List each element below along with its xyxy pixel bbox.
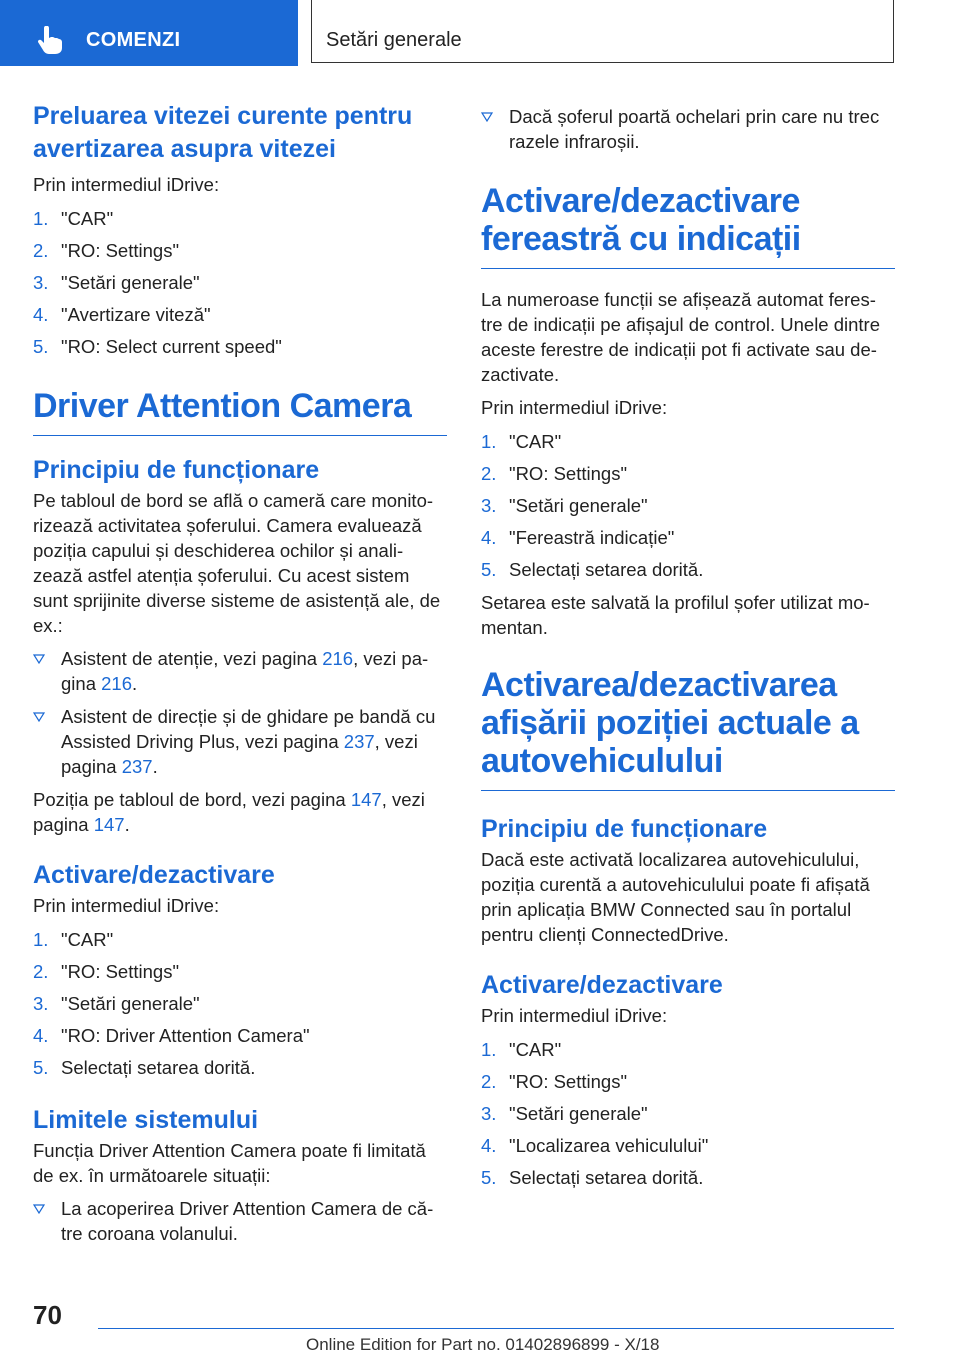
speed-steps: [33, 203, 447, 363]
list-item: La acoperirea Driver Attention Camera de că-tre coroana volanului.: [33, 1196, 447, 1246]
left-column: [33, 100, 447, 1246]
chapter-tab[interactable]: [0, 0, 298, 66]
speed-heading: Preluarea vitezei curente pentru avertizarea asupra vitezei: [33, 102, 413, 163]
window-steps: [481, 426, 895, 586]
triangle-bullet-icon: [33, 712, 45, 722]
list-item: 2. "RO: Settings": [33, 961, 180, 982]
page-link[interactable]: 147: [350, 789, 382, 810]
list-item: 3. "Setări generale": [33, 993, 200, 1014]
dac-limits-bullets: [33, 1196, 447, 1246]
dac-principle-text: Pe tabloul de bord se află o cameră care monito-rizează activitatea șoferului. Camera evaluează poziția capului și deschiderea ochilor și anali-zează astfel atenția șoferului. Cu acest sistem sunt sprijinite diverse sisteme de asistență ale, de ex.:: [33, 490, 441, 636]
location-activate-intro: Prin intermediul iDrive:: [481, 1005, 668, 1026]
list-item: 3. "Setări generale": [33, 272, 200, 293]
window-title: Activare/dezactivare fereastră cu indicații: [481, 182, 895, 269]
page-header: [0, 0, 960, 66]
list-item: 1. "CAR": [481, 1039, 562, 1060]
list-item: 1. "CAR": [33, 929, 114, 950]
triangle-bullet-icon: [33, 654, 45, 664]
list-item: Dacă șoferul poartă ochelari prin care nu trec razele infraroșii.: [481, 104, 895, 154]
dac-limits-text: Funcția Driver Attention Camera poate fi limitată de ex. în următoarele situații:: [33, 1140, 426, 1186]
speed-intro: Prin intermediul iDrive:: [33, 174, 220, 195]
limits-bullets-cont: [481, 104, 895, 154]
list-item: 2. "RO: Settings": [33, 240, 180, 261]
list-item: 4. "Fereastră indicație": [481, 527, 675, 548]
location-principle-heading: Principiu de funcționare: [481, 815, 768, 843]
page-link[interactable]: 147: [93, 814, 125, 835]
dac-activate-heading: Activare/dezactivare: [33, 861, 275, 889]
location-title: Activarea/dezactivarea afișării poziției actuale a autovehiculului: [481, 666, 895, 791]
triangle-bullet-icon: [33, 1204, 45, 1214]
list-item: Asistent de direcție și de ghidare pe bandă cu Assisted Driving Plus, vezi pagina 237, vezi pagina 237.: [33, 704, 447, 779]
dac-limits-heading: Limitele sistemului: [33, 1106, 259, 1134]
list-item: 1. "CAR": [481, 431, 562, 452]
dac-position-text: Poziția pe tabloul de bord, vezi pagina 147, vezi pagina 147.: [33, 789, 425, 835]
window-note: Setarea este salvată la profilul șofer utilizat mo-mentan.: [481, 592, 870, 638]
hand-pointer-icon: [38, 26, 64, 54]
page-link[interactable]: 237: [121, 756, 153, 777]
list-item: 4. "RO: Driver Attention Camera": [33, 1025, 310, 1046]
page-link[interactable]: 237: [343, 731, 375, 752]
list-item: 4. "Localizarea vehiculului": [481, 1135, 709, 1156]
list-item: 5. "RO: Select current speed": [33, 336, 282, 357]
location-principle-text: Dacă este activată localizarea autovehiculului, poziția curentă a autovehiculului poate fi afișată prin aplicația BMW Connected sau în portalul pentru clienți ConnectedDrive.: [481, 849, 870, 945]
footer-edition: Online Edition for Part no. 01402896899 - X/18: [306, 1335, 660, 1354]
list-item: 3. "Setări generale": [481, 495, 648, 516]
list-item: 1. "CAR": [33, 208, 114, 229]
dac-activate-intro: Prin intermediul iDrive:: [33, 895, 220, 916]
dac-activate-steps: [33, 924, 447, 1084]
page-link[interactable]: 216: [322, 648, 354, 669]
dac-principle-heading: Principiu de funcționare: [33, 456, 320, 484]
list-item: 2. "RO: Settings": [481, 1071, 628, 1092]
right-column: [481, 104, 895, 1194]
list-item: 4. "Avertizare viteză": [33, 304, 211, 325]
list-item: 5. Selectați setarea dorită.: [33, 1057, 256, 1078]
section-label: Setări generale: [326, 29, 462, 51]
chapter-label: COMENZI: [86, 29, 181, 51]
list-item: 5. Selectați setarea dorită.: [481, 559, 704, 580]
window-intro: Prin intermediul iDrive:: [481, 397, 668, 418]
page-number: 70: [33, 1300, 62, 1330]
list-item: 2. "RO: Settings": [481, 463, 628, 484]
window-text: La numeroase funcții se afișează automat feres-tre de indicații pe afișajul de control. Unele dintre aceste ferestre de indicații pot fi activate sau de-zactivate.: [481, 289, 881, 385]
page-link[interactable]: 216: [101, 673, 132, 694]
location-activate-heading: Activare/dezactivare: [481, 971, 723, 999]
dac-title: Driver Attention Camera: [33, 387, 447, 436]
list-item: Asistent de atenție, vezi pagina 216, vezi pa-gina 216.: [33, 646, 447, 696]
footer-divider: [98, 1328, 894, 1329]
list-item: 3. "Setări generale": [481, 1103, 648, 1124]
location-activate-steps: [481, 1034, 895, 1194]
dac-bullets: [33, 646, 447, 779]
triangle-bullet-icon: [481, 112, 493, 122]
list-item: 5. Selectați setarea dorită.: [481, 1167, 704, 1188]
section-tab: [311, 0, 894, 63]
